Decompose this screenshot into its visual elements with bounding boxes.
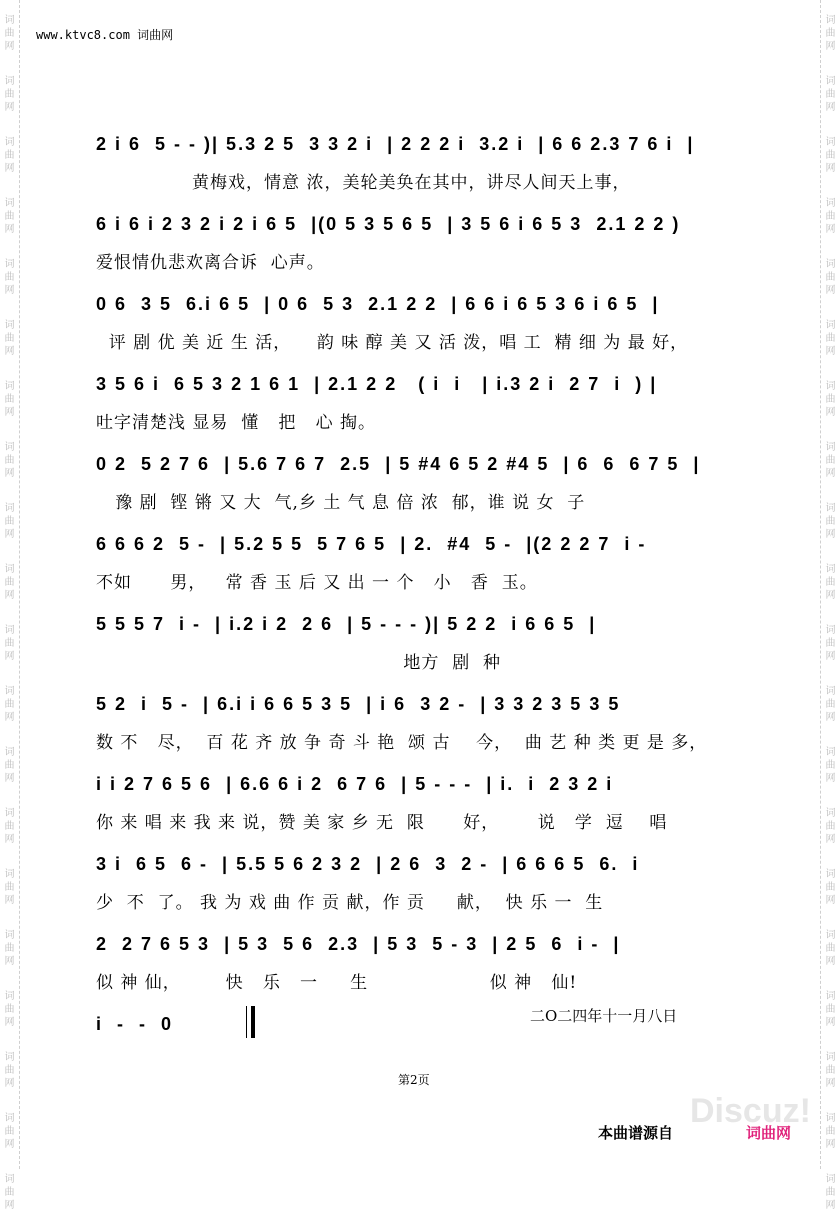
lyric-line: 爱恨情仇悲欢离合诉 心声。	[96, 253, 325, 273]
notation-line: 3 i 6 5 6 - | 5.5 5 6 2 3 2 | 2 6 3 2 - | 6 6 6 5 6. i	[96, 854, 654, 874]
score-row	[96, 926, 766, 1006]
side-watermark-text: 词曲网	[825, 198, 836, 235]
side-watermark-text: 词曲网	[4, 1113, 15, 1150]
side-watermark-text: 词曲网	[825, 15, 836, 52]
notation-line: 5 2 i 5 - | 6.i i 6 6 5 3 5 | i 6 3 2 - | 3 3 2 3 5 3 5	[96, 694, 635, 714]
right-watermark-strip	[820, 0, 840, 1211]
notation-line: 2 i 6 5 - - )| 5.3 2 5 3 3 2 i | 2 2 2 i 3.2 i | 6 6 2.3 7 6 i |	[96, 134, 695, 154]
side-watermark-text: 词曲网	[825, 1113, 836, 1150]
side-watermark-text: 词曲网	[825, 991, 836, 1028]
score-row	[96, 446, 766, 526]
side-watermark-text: 词曲网	[4, 747, 15, 784]
side-watermark-text: 词曲网	[4, 381, 15, 418]
score-row	[96, 206, 766, 286]
lyric-line: 少 不 了。 我 为 戏 曲 作 贡 献，作 贡 献， 快 乐 一 生	[96, 893, 604, 913]
side-watermark-text: 词曲网	[825, 442, 836, 479]
score-row	[96, 606, 766, 686]
notation-line: 5 5 5 7 i - | i.2 i 2 2 6 | 5 - - - )| 5 2 2 i 6 6 5 |	[96, 614, 597, 634]
lyric-line: 豫 剧 铿 锵 又 大 气,乡 土 气 息 倍 浓 郁，谁 说 女 子	[96, 493, 586, 513]
side-watermark-text: 词曲网	[825, 747, 836, 784]
side-watermark-text: 词曲网	[825, 625, 836, 662]
side-watermark-text: 词曲网	[825, 381, 836, 418]
score-row	[96, 126, 766, 206]
side-watermark-text: 词曲网	[825, 137, 836, 174]
lyric-line: 数 不 尽， 百 花 齐 放 争 奇 斗 艳 颂 古 今， 曲 艺 种 类 更 是 多，	[96, 733, 708, 753]
notation-line: i - - 0	[96, 1014, 174, 1034]
notation-line: 6 6 6 2 5 - | 5.2 5 5 5 7 6 5 | 2. #4 5 - |(2 2 2 7 i -	[96, 534, 654, 554]
notation-line: 0 6 3 5 6.i 6 5 | 0 6 5 3 2.1 2 2 | 6 6 i 6 5 3 6 i 6 5 |	[96, 294, 660, 314]
side-watermark-text: 词曲网	[4, 442, 15, 479]
lyric-line: 黄梅戏，情意 浓，美轮美奂在其中，讲尽人间天上事，	[96, 173, 631, 193]
side-watermark-text: 词曲网	[4, 76, 15, 113]
side-watermark-text: 词曲网	[4, 137, 15, 174]
side-watermark-text: 词曲网	[825, 320, 836, 357]
lyric-line: 地方 剧 种	[96, 653, 501, 673]
side-watermark-text: 词曲网	[4, 991, 15, 1028]
side-watermark-text: 词曲网	[4, 198, 15, 235]
barline-thin	[246, 1006, 247, 1038]
side-watermark-text: 词曲网	[4, 320, 15, 357]
side-watermark-text: 词曲网	[4, 808, 15, 845]
site-url-header: www.ktvc8.com 词曲网	[36, 28, 174, 42]
source-site-link[interactable]: 词曲网	[746, 1125, 792, 1142]
lyric-line: 吐字清楚浅 显易 懂 把 心 掏。	[96, 413, 377, 433]
side-watermark-text: 词曲网	[825, 76, 836, 113]
lyric-line: 不如 男， 常 香 玉 后 又 出 一 个 小 香 玉。	[96, 573, 538, 593]
lyric-line: 你 来 唱 来 我 来 说，赞 美 家 乡 无 限 好， 说 学 逗 唱	[96, 813, 668, 833]
notation-line: 3 5 6 i 6 5 3 2 1 6 1 | 2.1 2 2 ( i i | i.3 2 i 2 7 i ) |	[96, 374, 658, 394]
side-watermark-text: 词曲网	[825, 1052, 836, 1089]
sheet-music-score	[96, 126, 766, 1086]
side-watermark-text: 词曲网	[4, 625, 15, 662]
notation-line: 2 2 7 6 5 3 | 5 3 5 6 2.3 | 5 3 5 - 3 | 2 5 6 i - |	[96, 934, 621, 954]
side-watermark-text: 词曲网	[825, 503, 836, 540]
side-watermark-text: 词曲网	[4, 1052, 15, 1089]
discuz-watermark: Discuz!	[690, 1092, 811, 1130]
score-row	[96, 686, 766, 766]
score-row	[96, 846, 766, 926]
left-watermark-strip	[0, 0, 20, 1211]
score-row	[96, 286, 766, 366]
score-row	[96, 366, 766, 446]
side-watermark-text: 词曲网	[825, 564, 836, 601]
barline-thick	[251, 1006, 255, 1038]
lyric-line: 评 剧 优 美 近 生 活， 韵 味 醇 美 又 活 泼，唱 工 精 细 为 最 好，	[96, 333, 689, 353]
composition-date: 二O二四年十一月八日	[530, 1007, 678, 1025]
side-watermark-text: 词曲网	[825, 686, 836, 723]
side-watermark-text: 词曲网	[825, 930, 836, 967]
side-watermark-text: 词曲网	[4, 869, 15, 906]
side-watermark-text: 词曲网	[4, 686, 15, 723]
notation-line: 6 i 6 i 2 3 2 i 2 i 6 5 |(0 5 3 5 6 5 | 3 5 6 i 6 5 3 2.1 2 2 )	[96, 214, 681, 234]
side-watermark-text: 词曲网	[4, 503, 15, 540]
side-watermark-text: 词曲网	[825, 259, 836, 296]
page-number: 第2页	[398, 1073, 430, 1087]
side-watermark-text: 词曲网	[4, 930, 15, 967]
source-label: 本曲谱源自	[598, 1125, 674, 1142]
side-watermark-text: 词曲网	[4, 259, 15, 296]
side-watermark-text: 词曲网	[825, 1174, 836, 1211]
side-watermark-text: 词曲网	[4, 564, 15, 601]
notation-line: 0 2 5 2 7 6 | 5.6 7 6 7 2.5 | 5 #4 6 5 2 #4 5 | 6 6 6 7 5 |	[96, 454, 701, 474]
side-watermark-text: 词曲网	[4, 1174, 15, 1211]
side-watermark-text: 词曲网	[825, 869, 836, 906]
lyric-line: 似 神 仙， 快 乐 一 生 似 神 仙!	[96, 973, 578, 993]
side-watermark-text: 词曲网	[4, 15, 15, 52]
side-watermark-text: 词曲网	[825, 808, 836, 845]
notation-line: i i 2 7 6 5 6 | 6.6 6 i 2 6 7 6 | 5 - - - | i. i 2 3 2 i	[96, 774, 628, 794]
score-row	[96, 526, 766, 606]
final-double-barline	[246, 1006, 256, 1038]
score-row	[96, 766, 766, 846]
